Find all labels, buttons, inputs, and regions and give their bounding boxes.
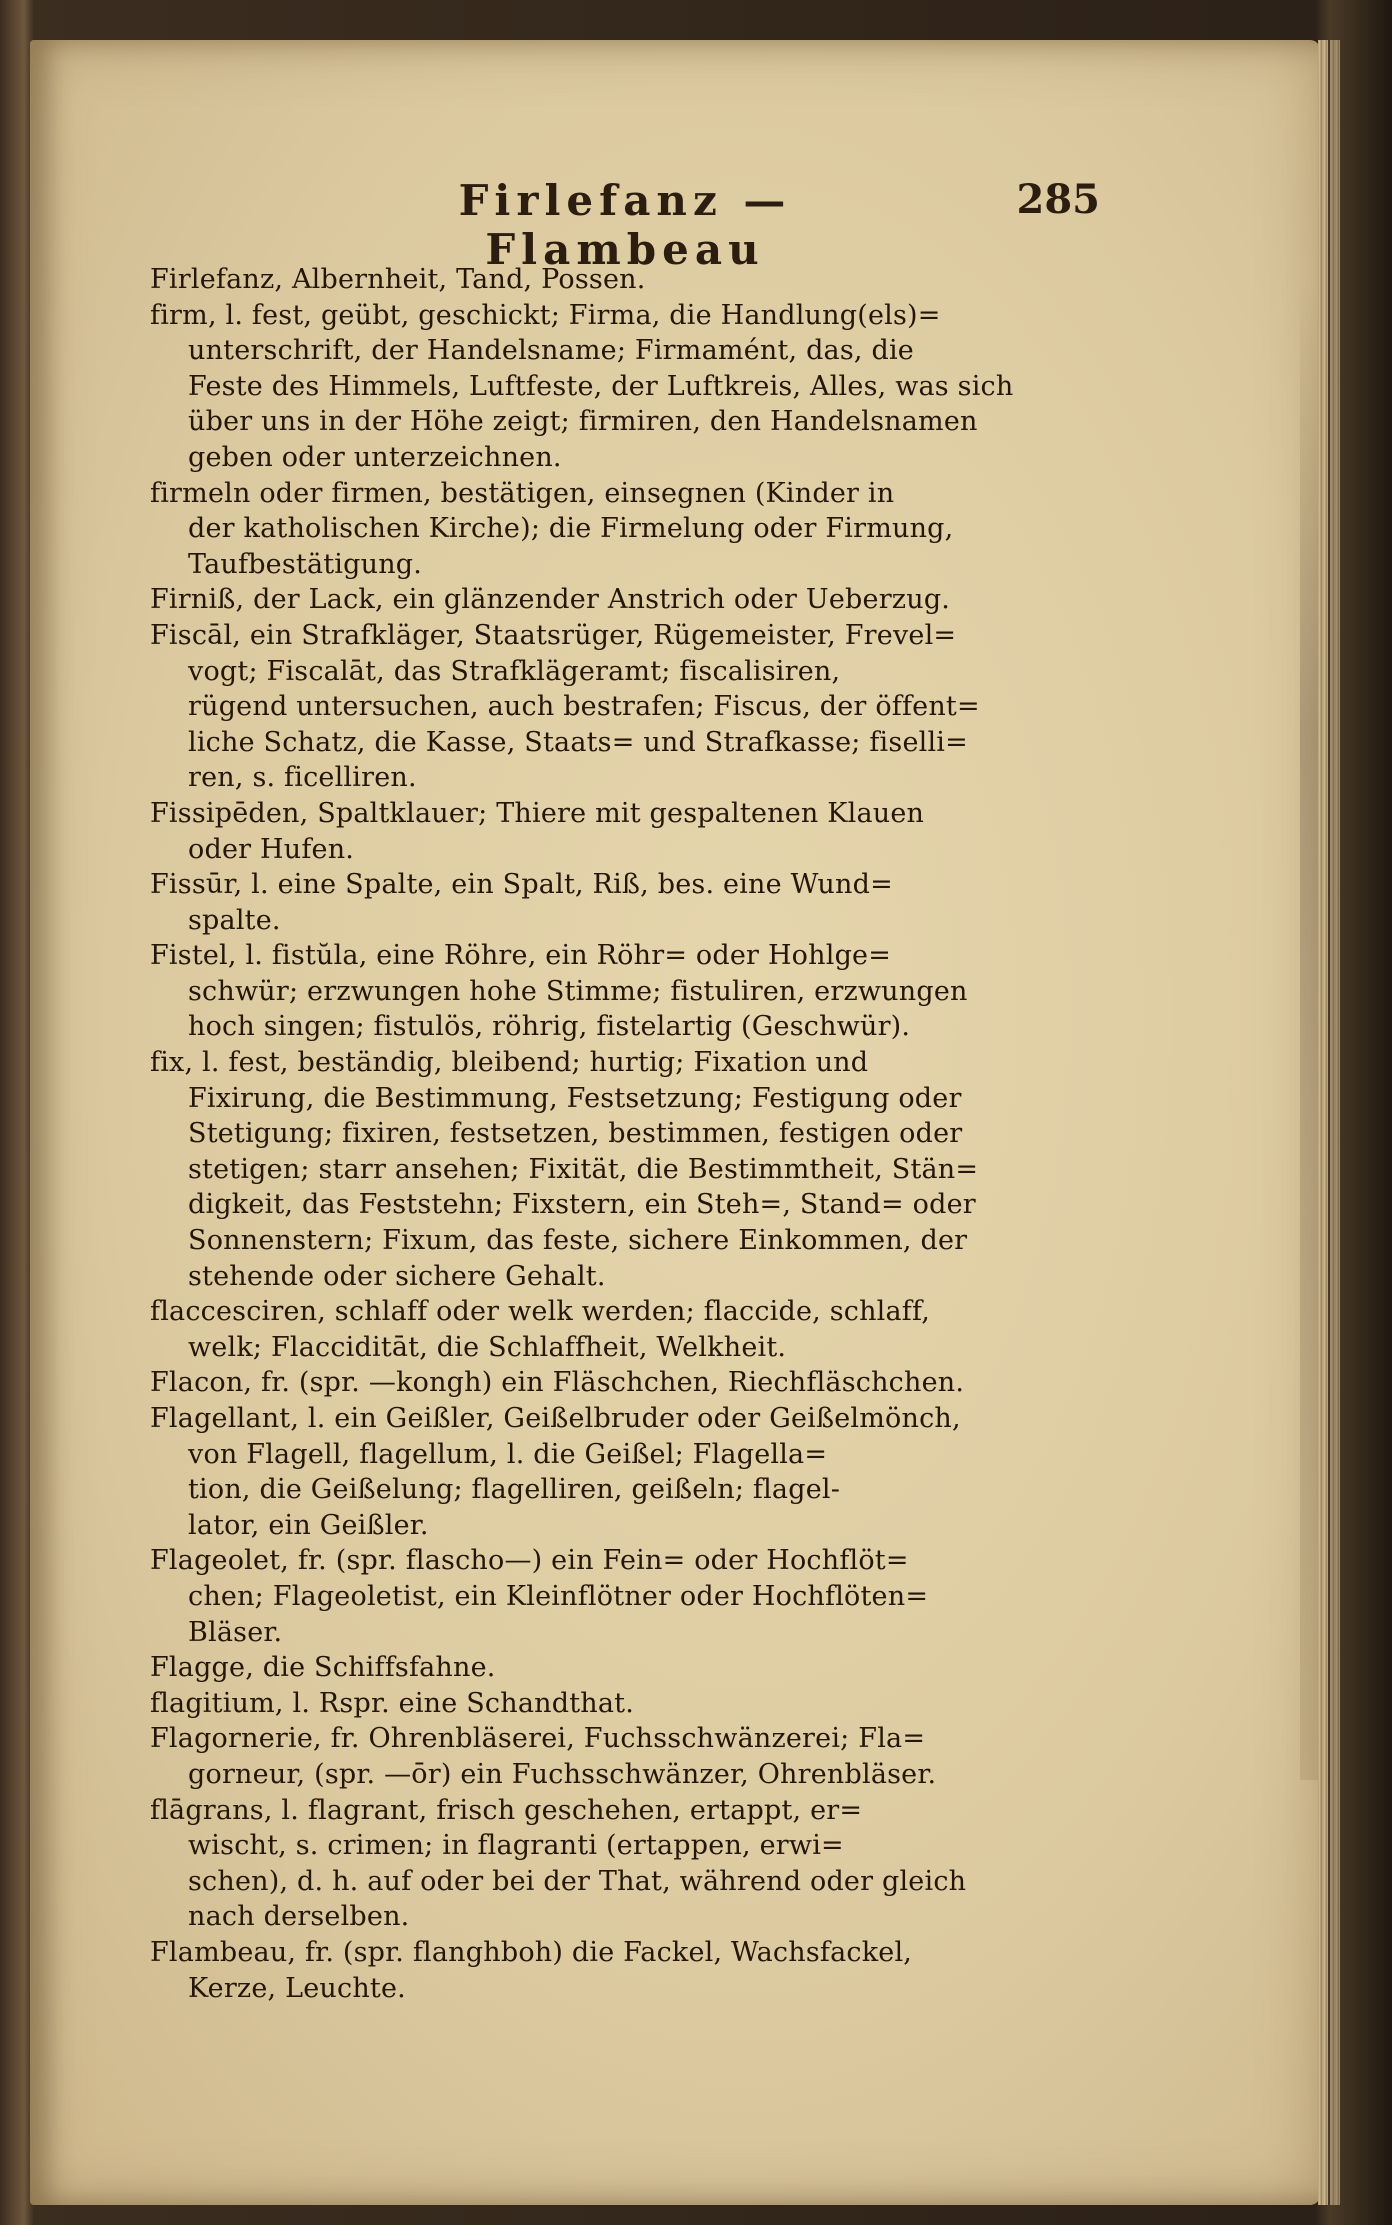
text-line: Flagellant, l. ein Geißler, Geißelbruder oder Geißelmönch, [150, 1403, 961, 1434]
text-line: Firlefanz, Albernheit, Tand, Possen. [150, 264, 646, 295]
page-edge [1318, 40, 1328, 2205]
text-line: stetigen; starr ansehen; Fixität, die Bestimmtheit, Stän= [188, 1153, 979, 1185]
text-line: firm, l. fest, geübt, geschickt; Firma, die Handlung(els)= [150, 299, 941, 331]
page-edge [1330, 40, 1340, 2205]
text-line: Flagge, die Schiffsfahne. [150, 1652, 496, 1684]
text-line: Fiscāl, ein Strafkläger, Staatsrüger, Rügemeister, Frevel= [150, 619, 957, 651]
text-line: über uns in der Höhe zeigt; firmiren, den Handelsnamen [188, 406, 978, 438]
text-line: flāgrans, l. flagrant, frisch geschehen, ertappt, er= [150, 1794, 863, 1826]
text-line: der katholischen Kirche); die Firmelung oder Firmung, [188, 513, 954, 545]
text-line: tion, die Geißelung; flagelliren, geißeln; flagel- [188, 1474, 841, 1506]
page-shadow [1300, 280, 1318, 1780]
text-line: Feste des Himmels, Luftfeste, der Luftkreis, Alles, was sich [188, 370, 1014, 402]
text-line: Fixirung, die Bestimmung, Festsetzung; Festigung oder [188, 1082, 962, 1114]
text-line: vogt; Fiscalāt, das Strafklägeramt; fiscalisiren, [188, 655, 841, 687]
text-line: firmeln oder firmen, bestätigen, einsegnen (Kinder in [150, 477, 895, 509]
text-line: digkeit, das Feststehn; Fixstern, ein Steh=, Stand= oder [188, 1189, 976, 1221]
text-line: unterschrift, der Handelsname; Firmamént, das, die [188, 335, 914, 367]
text-line: Fissūr, l. eine Spalte, ein Spalt, Riß, bes. eine Wund= [150, 869, 893, 901]
text-line: liche Schatz, die Kasse, Staats= und Strafkasse; fiselli= [188, 726, 968, 758]
text-line: ren, s. ficelliren. [188, 762, 417, 794]
text-line: stehende oder sichere Gehalt. [188, 1260, 606, 1292]
text-line: gorneur, (spr. —ōr) ein Fuchsschwänzer, Ohrenbläser. [188, 1758, 937, 1790]
text-line: spalte. [188, 904, 281, 936]
text-line: flaccesciren, schlaff oder welk werden; flaccide, schlaff, [150, 1296, 931, 1328]
text-line: Fistel, l. fistŭla, eine Röhre, ein Röhr= oder Hohlge= [150, 940, 892, 972]
text-line: oder Hufen. [188, 833, 355, 865]
text-line: Flacon, fr. (spr. —kongh) ein Fläschchen, Riechfläschchen. [150, 1367, 965, 1399]
running-title: Firlefanz — Flambeau [458, 176, 792, 274]
text-line: chen; Flageoletist, ein Kleinflötner oder Hochflöten= [188, 1580, 929, 1612]
text-line: Flagornerie, fr. Ohrenbläserei, Fuchsschwänzerei; Fla= [150, 1723, 926, 1755]
text-line: hoch singen; fistulös, röhrig, fistelartig (Geschwür). [188, 1011, 911, 1043]
text-line: wischt, s. crimen; in flagranti (ertappen, erwi= [188, 1830, 844, 1862]
text-line: lator, ein Geißler. [188, 1509, 429, 1541]
text-line: geben oder unterzeichnen. [188, 441, 562, 473]
text-line: flagitium, l. Rspr. eine Schandthat. [150, 1687, 634, 1719]
page-number: 285 [1016, 176, 1100, 223]
page-header [150, 176, 1110, 274]
text-line: von Flagell, flagellum, l. die Geißel; Flagella= [188, 1438, 828, 1470]
text-line: rügend untersuchen, auch bestrafen; Fiscus, der öffent= [188, 691, 980, 723]
text-line: Bläser. [188, 1616, 283, 1648]
text-line: Kerze, Leuchte. [188, 1972, 406, 2004]
text-line: nach derselben. [188, 1901, 410, 1933]
dictionary-entries [150, 262, 1110, 2006]
text-line: Flageolet, fr. (spr. flascho—) ein Fein= oder Hochflöt= [150, 1545, 909, 1577]
text-line: welk; Flacciditāt, die Schlaffheit, Welkheit. [188, 1331, 787, 1363]
text-line: Stetigung; fixiren, festsetzen, bestimmen, festigen oder [188, 1118, 963, 1150]
text-line: Taufbestätigung. [188, 548, 423, 580]
text-line: Flambeau, fr. (spr. flanghboh) die Fackel, Wachsfackel, [150, 1936, 913, 1968]
text-line: Firniß, der Lack, ein glänzender Anstrich oder Ueberzug. [150, 584, 951, 616]
text-line: schen), d. h. auf oder bei der That, während oder gleich [188, 1865, 967, 1897]
text-line: Sonnenstern; Fixum, das feste, sichere Einkommen, der [188, 1225, 968, 1257]
text-line: schwür; erzwungen hohe Stimme; fistuliren, erzwungen [188, 975, 968, 1007]
text-line: Fissipēden, Spaltklauer; Thiere mit gespaltenen Klauen [150, 797, 925, 829]
text-line: fix, l. fest, beständig, bleibend; hurtig; Fixation und [150, 1047, 869, 1079]
